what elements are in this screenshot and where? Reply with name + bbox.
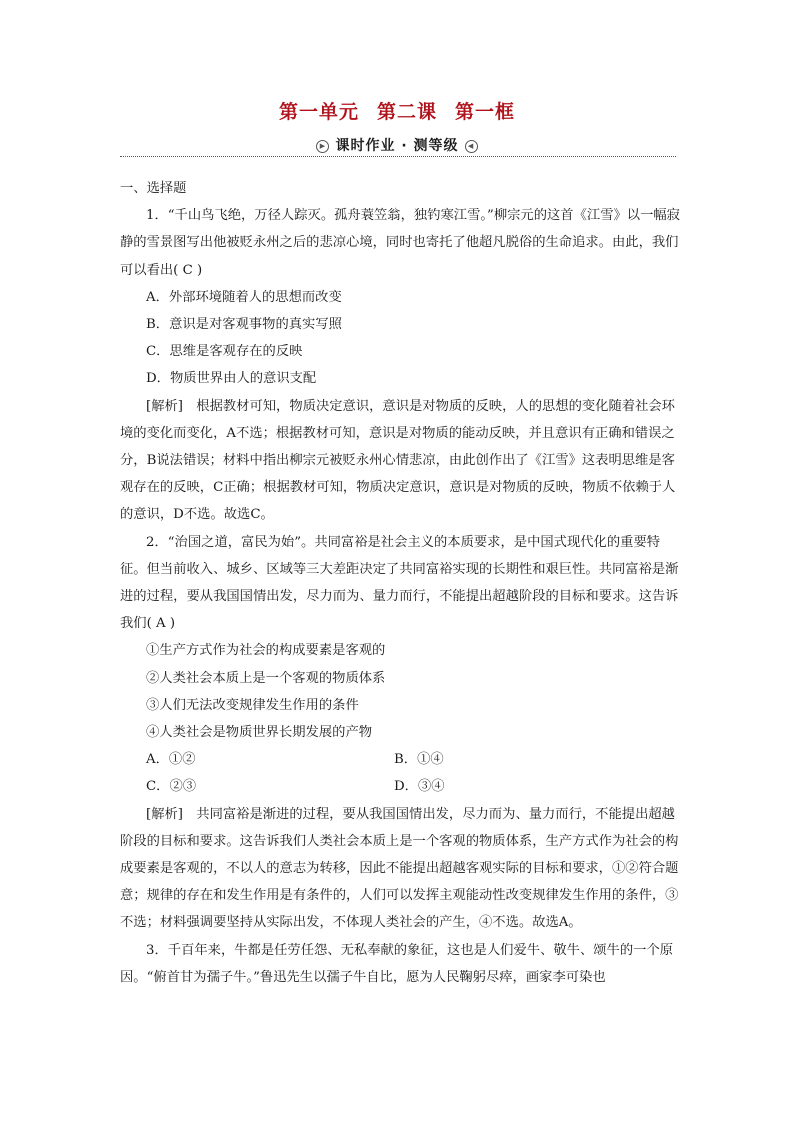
play-circle-icon: ▶ bbox=[316, 140, 329, 153]
q2-choice-a: A．①② bbox=[146, 752, 196, 768]
q2-choices-row-2 bbox=[120, 773, 680, 800]
q2-choice-c: C．②③ bbox=[146, 779, 197, 795]
q2-analysis bbox=[120, 801, 680, 937]
title-lesson: 第二课 bbox=[376, 101, 437, 123]
question-2-stem: 2．“治国之道，富民为始”。共同富裕是社会主义的本质要求，是中国式现代化的重要特征。但当前收入、城乡、区域等三大差距决定了共同富裕实现的长期性和艰巨性。共同富裕是渐进的过程，要从我国国情出发，尽力而为、量力而行，不能提出超越阶段的目标和要求。这告诉我们( A ) bbox=[120, 534, 679, 632]
q2-item-3: ③人们无法改变规律发生作用的条件 bbox=[146, 697, 359, 713]
q2-item-2: ②人类社会本质上是一个客观的物质体系 bbox=[146, 670, 386, 686]
q1-analysis bbox=[120, 393, 680, 529]
dotted-divider bbox=[120, 156, 676, 157]
rewind-circle-icon: ◀ bbox=[465, 140, 478, 153]
q2-item-1: ①生产方式作为社会的构成要素是客观的 bbox=[146, 643, 386, 659]
homework-banner bbox=[0, 133, 794, 155]
q2-choice-b: B．①④ bbox=[394, 752, 444, 768]
question-content bbox=[120, 175, 680, 991]
analysis-label: [解析] bbox=[146, 398, 183, 414]
section-heading: 一、选择题 bbox=[120, 181, 187, 196]
q2-choice-d: D．③④ bbox=[394, 779, 445, 795]
analysis-label: [解析] bbox=[146, 806, 183, 822]
title-frame: 第一框 bbox=[455, 101, 516, 123]
q1-option-c: C．思维是客观存在的反映 bbox=[146, 344, 303, 360]
banner-label: 课时作业 · 测等级 bbox=[335, 138, 459, 154]
q1-option-b: B．意识是对客观事物的真实写照 bbox=[146, 317, 342, 333]
analysis-text: 共同富裕是渐进的过程，要从我国国情出发，尽力而为、量力而行，不能提出超越阶段的目标和要求。这告诉我们人类社会本质上是一个客观的物质体系，生产方式作为社会的构成要素是客观的，不以人的意志为转移，因此不能提出超越客观实际的目标和要求，①②符合题意；规律的存在和发生作用是有条件的，人们可以发挥主观能动性改变规律发生作用的条件，③不选；材料强调要坚持从实际出发，不体现人类社会的产生，④不选。故选A。 bbox=[120, 806, 679, 931]
q2-item-4: ④人类社会是物质世界长期发展的产物 bbox=[146, 725, 373, 741]
analysis-text: 根据教材可知，物质决定意识，意识是对物质的反映，人的思想的变化随着社会环境的变化而变化，A不选；根据教材可知，意识是对物质的能动反映，并且意识有正确和错误之分，B说法错误；材料中指出柳宗元被贬永州心情悲凉，由此创作出了《江雪》这表明思维是客观存在的反映，C正确；根据教材可知，物质决定意识，意识是对物质的反映，物质不依赖于人的意识，D不选。故选C。 bbox=[120, 398, 676, 523]
page-title bbox=[0, 97, 794, 124]
q2-choices-row-1 bbox=[120, 746, 680, 773]
question-1-stem: 1．“千山鸟飞绝，万径人踪灭。孤舟蓑笠翁，独钓寒江雪。”柳宗元的这首《江雪》以一幅寂静的雪景图写出他被贬永州之后的悲凉心境，同时也寄托了他超凡脱俗的生命追求。由此，我们可以看出( C ) bbox=[120, 208, 680, 278]
q1-option-d: D．物质世界由人的意识支配 bbox=[146, 371, 317, 387]
title-unit: 第一单元 bbox=[278, 101, 359, 123]
q1-option-a: A．外部环境随着人的思想而改变 bbox=[146, 289, 342, 305]
question-3-stem: 3．千百年来，牛都是任劳任怨、无私奉献的象征，这也是人们爱牛、敬牛、颂牛的一个原因。“俯首甘为孺子牛。”鲁迅先生以孺子牛自比，愿为人民鞠躬尽瘁，画家李可染也 bbox=[120, 942, 674, 985]
